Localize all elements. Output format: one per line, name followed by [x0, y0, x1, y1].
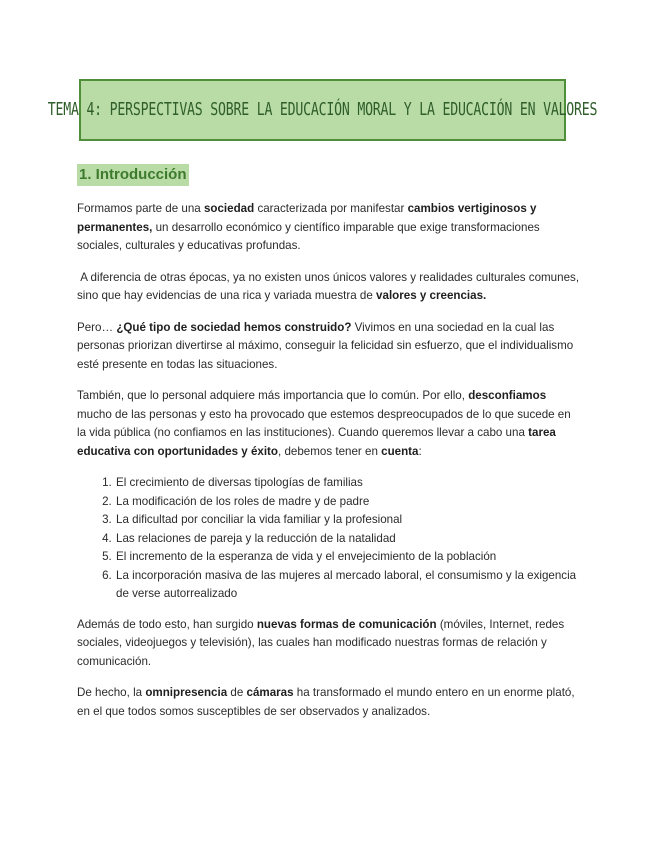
document-title: TEMA 4: PERSPECTIVAS SOBRE LA EDUCACIÓN MORAL Y LA EDUCACIÓN EN VALORES: [47, 99, 598, 121]
text-span: Vivimos en una sociedad en la cual las personas priorizan divertirse al máximo, conseguir la felicidad sin esfuerzo, que el individualismo esté presente en todas las situaciones.: [77, 320, 574, 371]
text-span: De hecho, la: [77, 686, 146, 699]
section-heading: 1. Introducción: [77, 164, 189, 186]
text-span: , debemos tener en: [278, 444, 382, 458]
text-span: (móviles, Internet, redes sociales, videojuegos y televisión), las cuales han modificado nuestras formas de relación y comunicación.: [77, 617, 565, 668]
bold-term: cambios vertiginosos y permanentes,: [77, 202, 537, 234]
bold-term: desconfiamos: [468, 389, 547, 402]
text-span: ha transformado el mundo entero en un enorme plató, en el que todos somos susceptibles de ser observados y analizados.: [77, 686, 575, 718]
bold-term: nuevas formas de comunicación: [256, 617, 437, 631]
list-item: 1. El crecimiento de diversas tipologías de familias: [115, 474, 581, 493]
paragraph-society: [77, 200, 581, 256]
list-item: 6. La incorporación masiva de las mujeres al mercado laboral, el consumismo y la exigencia de verse autorrealizado: [115, 567, 581, 604]
paragraph-cameras: [77, 684, 581, 721]
list-item: 2. La modificación de los roles de madre y de padre: [115, 493, 581, 512]
text-span: También, que lo personal adquiere más importancia que lo común. Por ello,: [77, 389, 469, 402]
factors-list: [77, 474, 581, 604]
bold-term: ¿Qué tipo de sociedad hemos construido?: [116, 320, 352, 334]
list-item: 4. Las relaciones de pareja y la reducción de la natalidad: [115, 530, 581, 549]
bold-term: omnipresencia: [145, 686, 228, 699]
text-span: :: [418, 444, 422, 458]
text-span: mucho de las personas y esto ha provocado que estemos despreocupados de lo que sucede en la vida pública (no confiamos en las instituciones). Cuando queremos llevar a cabo una: [77, 407, 571, 439]
bold-term: cuenta: [381, 444, 419, 458]
title-banner: [47, 79, 598, 141]
text-span: de: [227, 686, 247, 699]
text-span: Además de todo esto, han surgido: [77, 617, 257, 631]
text-span: Pero…: [77, 320, 117, 334]
bold-term: sociedad: [203, 202, 255, 215]
text-span: caracterizada por manifestar: [254, 202, 408, 215]
text-span: un desarrollo económico y científico imparable que exige transformaciones sociales, culturales y educativas profundas.: [77, 220, 540, 252]
bold-term: cámaras: [246, 686, 294, 699]
body-content: [77, 200, 581, 734]
text-span: Formamos parte de una: [77, 202, 204, 215]
bold-term: tarea educativa con oportunidades y éxito: [77, 426, 556, 458]
paragraph-question: [77, 319, 581, 375]
paragraph-values: [77, 269, 581, 306]
list-item: 3. La dificultad por conciliar la vida familiar y la profesional: [115, 511, 581, 530]
bold-term: valores y creencias.: [376, 289, 487, 302]
list-item: 5. El incremento de la esperanza de vida y el envejecimiento de la población: [115, 548, 581, 567]
paragraph-distrust: [77, 387, 581, 461]
paragraph-communication: [77, 616, 581, 672]
text-span: A diferencia de otras épocas, ya no existen unos únicos valores y realidades culturales comunes, sino que hay evidencias de una rica y variada muestra de: [77, 270, 583, 302]
